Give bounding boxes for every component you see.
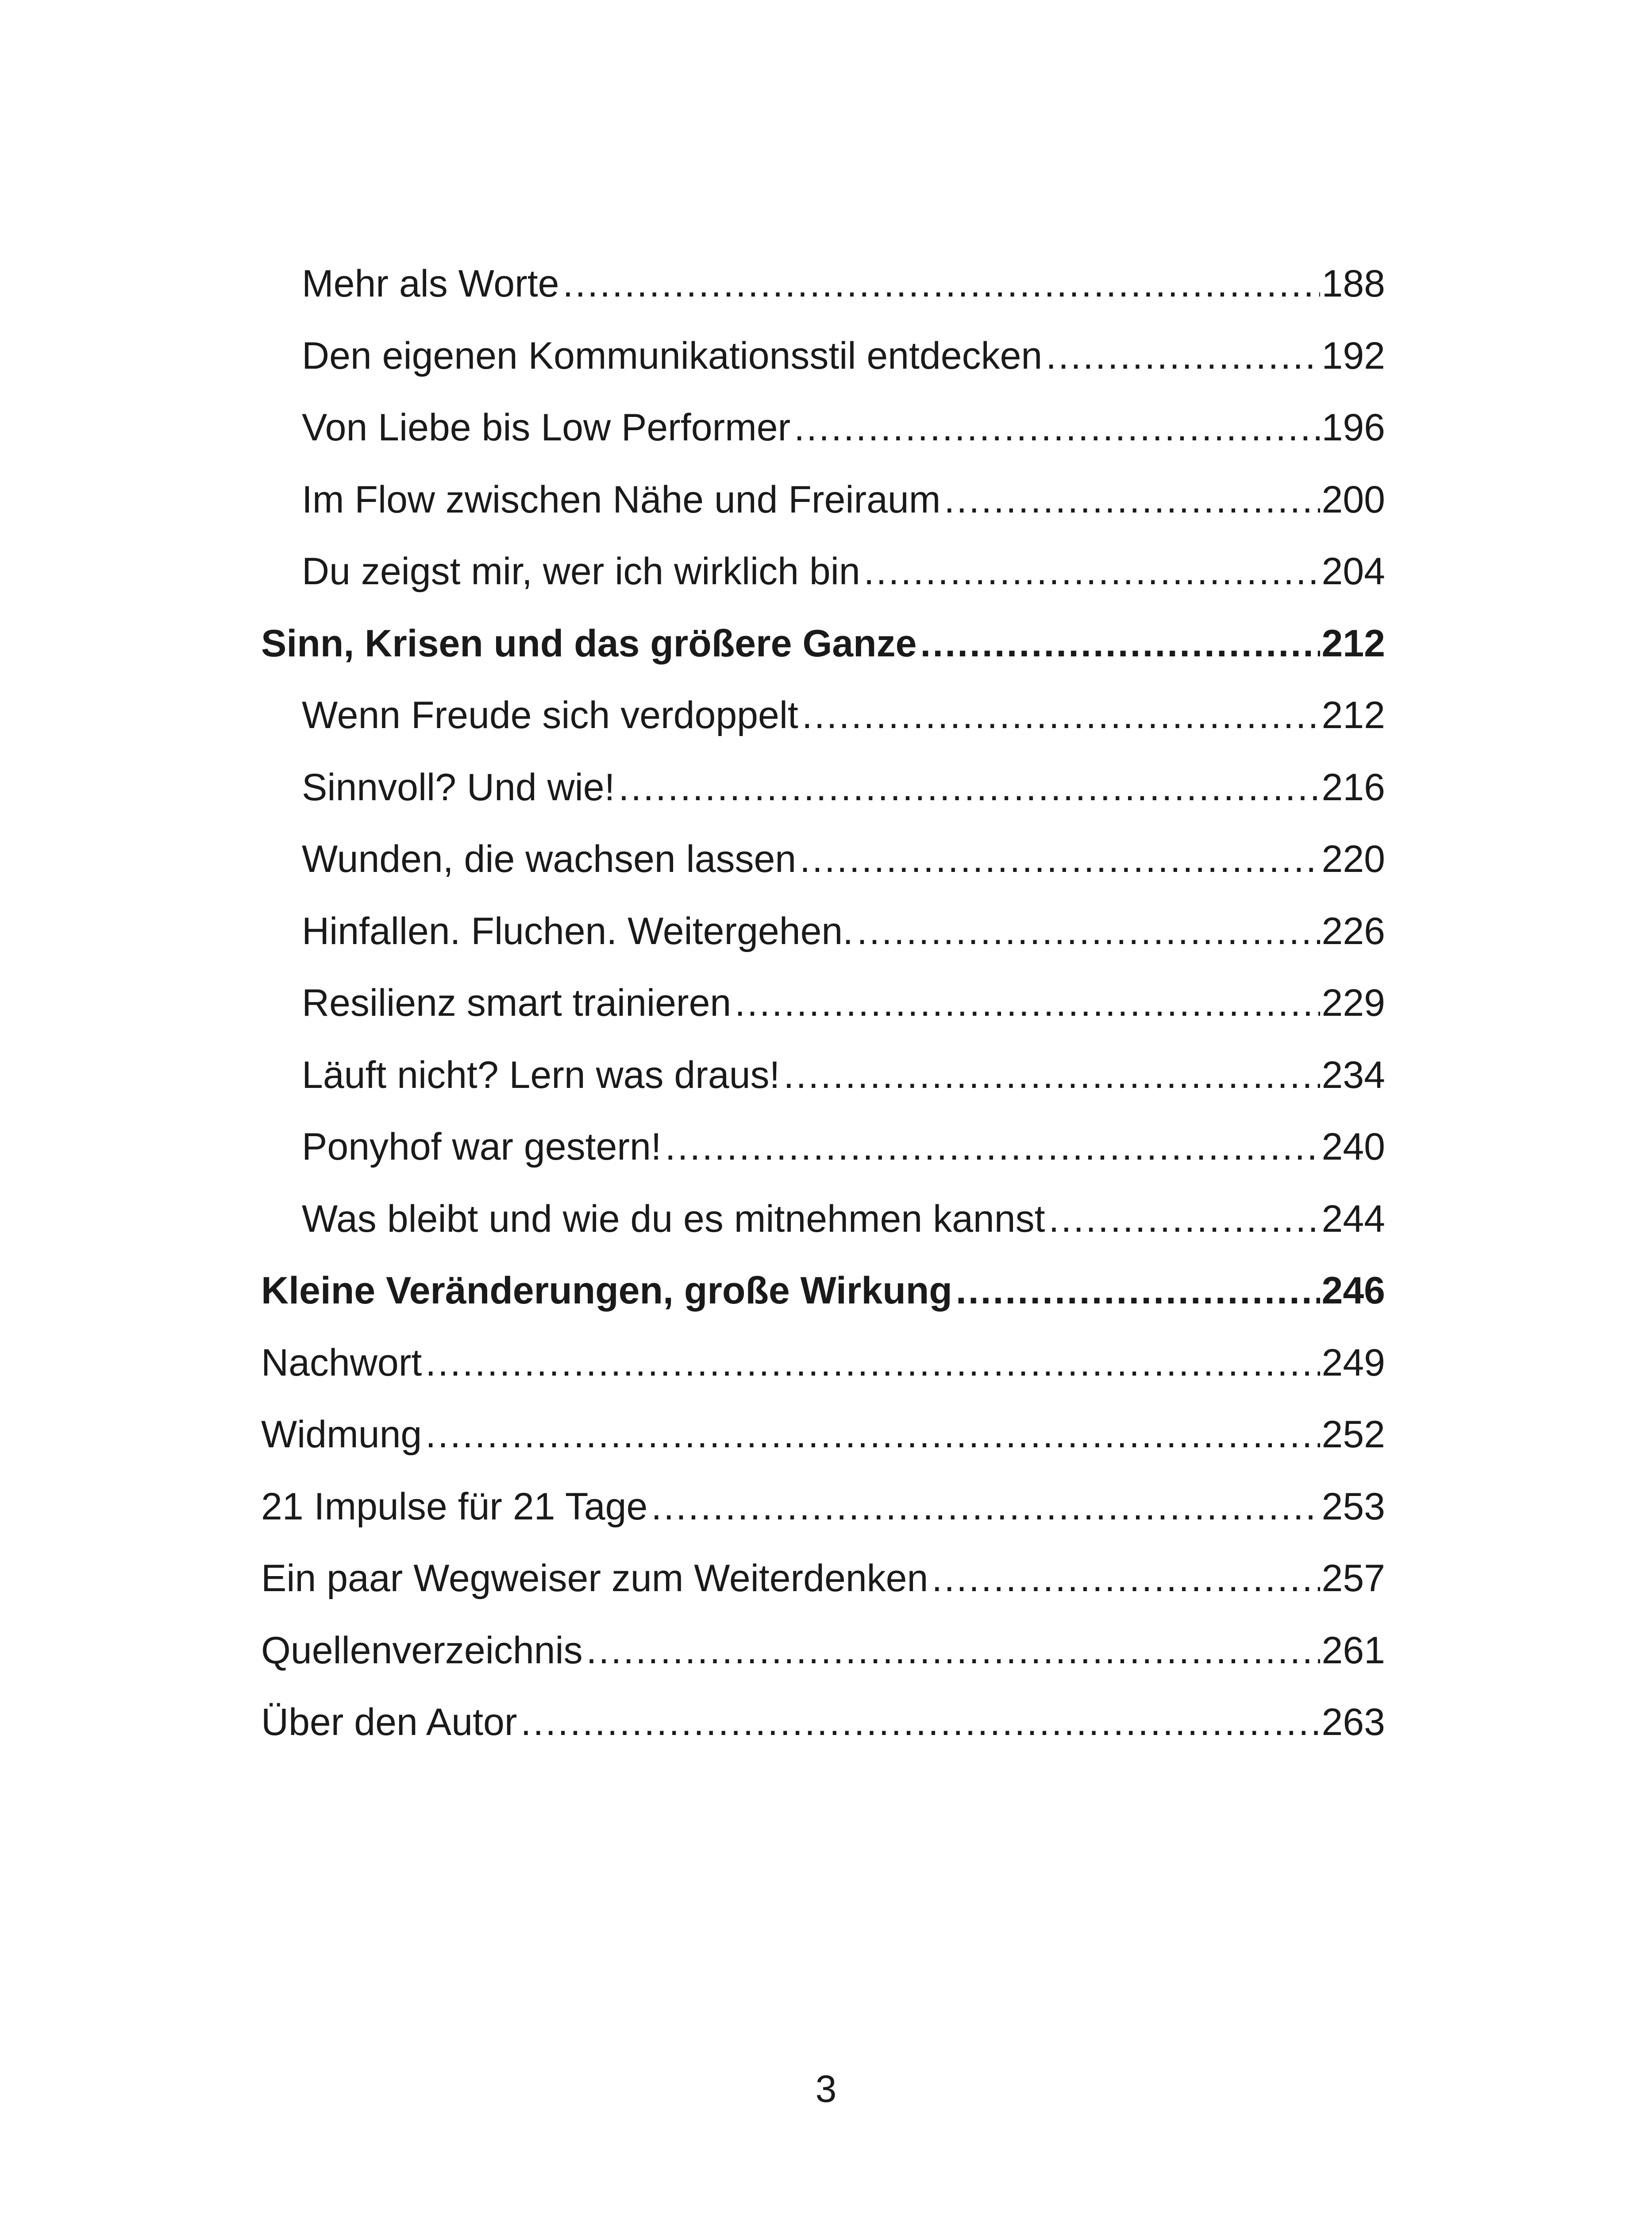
toc-entry [261,895,1385,968]
toc-entry-page: 263 [1321,1701,1385,1743]
toc-leader-dots [586,1615,1320,1687]
toc-leader-dots [800,823,1320,895]
toc-entry-title: Kleine Veränderungen, große Wirkung [261,1269,952,1312]
toc-entry-page: 249 [1321,1341,1385,1384]
toc-entry-page: 234 [1321,1053,1385,1096]
toc-entry-title: Wunden, die wachsen lassen [302,838,797,880]
toc-entry [261,967,1385,1039]
toc-entry-page: 212 [1321,694,1385,736]
toc-entry-title: Widmung [261,1413,422,1456]
toc-entry [261,1542,1385,1615]
toc-entry-page: 257 [1321,1557,1385,1600]
toc-entry-page: 192 [1321,334,1385,377]
toc-leader-dots [802,679,1320,752]
toc-leader-dots [857,895,1320,968]
toc-entry-title: Läuft nicht? Lern was draus! [302,1053,780,1096]
toc-leader-dots [920,608,1320,680]
toc-entry [261,752,1385,824]
toc-leader-dots [1046,320,1320,392]
toc-entry-title: Nachwort [261,1341,422,1384]
toc-leader-dots [735,967,1320,1039]
toc-entry-title: Was bleibt und wie du es mitnehmen kannst [302,1197,1045,1240]
toc-entry-title: Resilienz smart trainieren [302,982,732,1024]
toc-entry-page: 204 [1321,550,1385,593]
toc-entry [261,464,1385,536]
toc-entry-title: Du zeigst mir, wer ich wirklich bin [302,550,860,593]
page-number: 3 [815,2068,837,2110]
toc-entry-title: Über den Autor [261,1701,517,1743]
toc-entry [261,536,1385,608]
toc-entry-title: Quellenverzeichnis [261,1629,583,1672]
toc-entry [261,1039,1385,1111]
toc-entry-title: Hinfallen. Fluchen. Weitergehen. [302,910,854,952]
toc-entry-title: Im Flow zwischen Nähe und Freiraum [302,478,941,521]
toc-entry-title: Ponyhof war gestern! [302,1126,662,1168]
toc-entry-title: Wenn Freude sich verdoppelt [302,694,798,736]
toc-entry-title: Ein paar Wegweiser zum Weiterdenken [261,1557,928,1600]
toc-leader-dots [1048,1183,1320,1255]
toc-leader-dots [618,752,1320,824]
toc-entry-page: 240 [1321,1126,1385,1168]
toc-leader-dots [665,1111,1320,1183]
toc-entry-page: 226 [1321,910,1385,952]
toc-entry [261,1471,1385,1543]
toc-entry-page: 212 [1321,622,1385,665]
toc-entry-page: 252 [1321,1413,1385,1456]
toc-leader-dots [956,1255,1320,1327]
toc-entry [261,248,1385,320]
toc-entry-page: 216 [1321,766,1385,809]
toc-entry-title: Von Liebe bis Low Performer [302,406,791,449]
toc-leader-dots [932,1542,1320,1615]
toc-entry-title: Sinn, Krisen und das größere Ganze [261,622,917,665]
toc-entry-title: Den eigenen Kommunikationsstil entdecken [302,334,1043,377]
toc-entry-page: 196 [1321,406,1385,449]
toc-entry [261,1686,1385,1758]
toc-entry [261,1183,1385,1255]
toc-entry-title: Sinnvoll? Und wie! [302,766,615,809]
toc-chapter-entry [261,1255,1385,1327]
toc-entry-page: 261 [1321,1629,1385,1672]
toc-entry-page: 244 [1321,1197,1385,1240]
toc-leader-dots [783,1039,1320,1111]
toc-leader-dots [864,536,1320,608]
toc-chapter-entry [261,608,1385,680]
toc-entry [261,1615,1385,1687]
toc-leader-dots [562,248,1320,320]
toc-leader-dots [651,1471,1320,1543]
toc-entry [261,1399,1385,1471]
toc-entry-title: 21 Impulse für 21 Tage [261,1485,648,1528]
toc-leader-dots [425,1399,1320,1471]
toc-entry [261,392,1385,464]
toc-entry [261,679,1385,752]
toc-leader-dots [944,464,1320,536]
toc-entry-page: 200 [1321,478,1385,521]
toc-entry-page: 253 [1321,1485,1385,1528]
toc-leader-dots [520,1686,1320,1758]
toc-entry [261,823,1385,895]
toc-entry-page: 229 [1321,982,1385,1024]
toc-entry-page: 220 [1321,838,1385,880]
toc-leader-dots [794,392,1320,464]
toc-entry-title: Mehr als Worte [302,262,559,305]
toc-leader-dots [425,1327,1320,1399]
toc-entry [261,1111,1385,1183]
toc-entry [261,1327,1385,1399]
table-of-contents [261,248,1385,1758]
toc-entry-page: 246 [1321,1269,1385,1312]
toc-entry [261,320,1385,392]
toc-entry-page: 188 [1321,262,1385,305]
